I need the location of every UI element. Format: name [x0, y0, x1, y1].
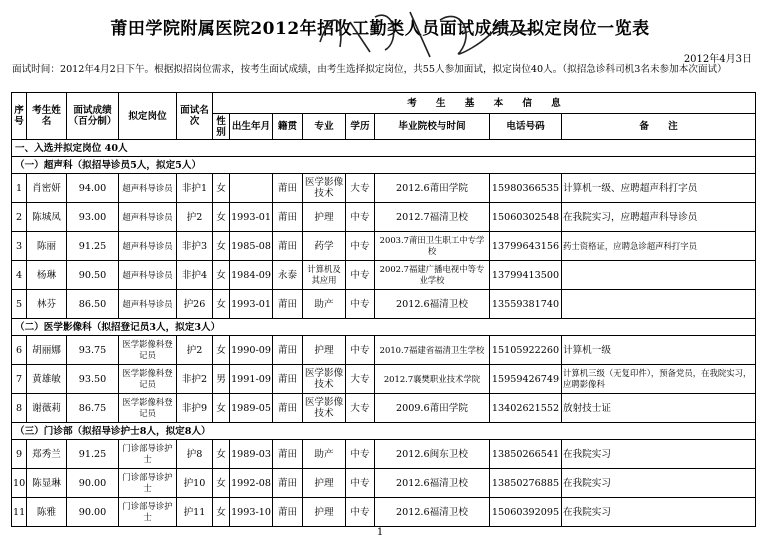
- cell-remarks: 在我院实习: [562, 469, 756, 498]
- cell-rank: 护2: [177, 203, 213, 232]
- header-gender: 性别: [213, 114, 230, 140]
- cell-rank: 非护1: [177, 174, 213, 203]
- header-score: 面试成绩（百分制）: [67, 93, 119, 140]
- cell-name: 陈丽: [27, 232, 67, 261]
- cell-birth: [230, 174, 273, 203]
- cell-seq: 10: [12, 469, 27, 498]
- header-post: 拟定岗位: [119, 93, 177, 140]
- cell-score: 90.50: [67, 261, 119, 290]
- cell-remarks: 计算机一级、应聘超声科打字员: [562, 174, 756, 203]
- cell-score: 93.75: [67, 336, 119, 365]
- document-title: 莆田学院附属医院2012年招收工勤类人员面试成绩及拟定岗位一览表: [110, 19, 650, 39]
- cell-major: 护理: [303, 203, 346, 232]
- header-basic-info: 考 生 基 本 信 息: [213, 93, 756, 114]
- table-row: [12, 290, 756, 319]
- cell-birth: 1993-01: [230, 203, 273, 232]
- interview-note: 面试时间：2012年4月2日下午。根据拟招岗位需求，按考生面试成绩，由考生选择拟定岗位，共55人参加面试，拟定岗位40人。（拟招急诊科司机3名未参加本次面试）: [12, 64, 727, 75]
- cell-post: 门诊部导诊护士: [119, 498, 177, 527]
- cell-phone: 13850276885: [490, 469, 562, 498]
- cell-remarks: 计算机一级: [562, 336, 756, 365]
- page-number: 1: [376, 527, 384, 538]
- cell-edu: 中专: [346, 232, 375, 261]
- cell-edu: 中专: [346, 440, 375, 469]
- cell-seq: 11: [12, 498, 27, 527]
- cell-seq: 4: [12, 261, 27, 290]
- cell-major: 计算机及其应用: [303, 261, 346, 290]
- cell-native: 莆田: [273, 174, 303, 203]
- cell-seq: 2: [12, 203, 27, 232]
- section-imaging: （二）医学影像科（拟招登记员3人，拟定3人）: [12, 319, 756, 336]
- cell-name: 陈显琳: [27, 469, 67, 498]
- cell-birth: 1993-10: [230, 498, 273, 527]
- table-row: [12, 174, 756, 203]
- cell-native: 莆田: [273, 336, 303, 365]
- cell-score: 90.00: [67, 469, 119, 498]
- cell-post: 超声科导诊员: [119, 174, 177, 203]
- cell-post: 门诊部导诊护士: [119, 469, 177, 498]
- cell-score: 94.00: [67, 174, 119, 203]
- cell-gender: 女: [213, 336, 230, 365]
- cell-rank: 护26: [177, 290, 213, 319]
- cell-post: 超声科导诊员: [119, 261, 177, 290]
- cell-birth: 1989-05: [230, 394, 273, 423]
- cell-post: 医学影像科登记员: [119, 365, 177, 394]
- cell-gender: 女: [213, 469, 230, 498]
- cell-major: 助产: [303, 290, 346, 319]
- cell-school: 2012.7襄樊职业技术学院: [375, 365, 490, 394]
- cell-school: 2012.6福清卫校: [375, 290, 490, 319]
- cell-name: 杨琳: [27, 261, 67, 290]
- table-row: [12, 336, 756, 365]
- cell-edu: 大专: [346, 174, 375, 203]
- cell-post: 超声科导诊员: [119, 232, 177, 261]
- header-major: 专业: [303, 114, 346, 140]
- cell-seq: 5: [12, 290, 27, 319]
- header-birth: 出生年月: [230, 114, 273, 140]
- cell-school: 2012.6福清卫校: [375, 498, 490, 527]
- cell-major: 医学影像技术: [303, 174, 346, 203]
- cell-remarks: 在我院实习: [562, 498, 756, 527]
- header-school: 毕业院校与时间: [375, 114, 490, 140]
- cell-phone: 15105922260: [490, 336, 562, 365]
- cell-birth: 1992-08: [230, 469, 273, 498]
- cell-seq: 8: [12, 394, 27, 423]
- header-edu: 学历: [346, 114, 375, 140]
- cell-rank: 护11: [177, 498, 213, 527]
- cell-school: 2003.7莆田卫生职工中专学校: [375, 232, 490, 261]
- cell-phone: 15060302548: [490, 203, 562, 232]
- header-name: 考生姓名: [27, 93, 67, 140]
- cell-edu: 大专: [346, 365, 375, 394]
- cell-major: 医学影像技术: [303, 394, 346, 423]
- cell-seq: 3: [12, 232, 27, 261]
- cell-phone: 13850266541: [490, 440, 562, 469]
- table-row: [12, 498, 756, 527]
- cell-major: 药学: [303, 232, 346, 261]
- cell-phone: 13799643156: [490, 232, 562, 261]
- table-row: [12, 469, 756, 498]
- cell-seq: 7: [12, 365, 27, 394]
- cell-score: 91.25: [67, 232, 119, 261]
- cell-seq: 1: [12, 174, 27, 203]
- cell-native: 永泰: [273, 261, 303, 290]
- cell-school: 2012.7福清卫校: [375, 203, 490, 232]
- cell-native: 莆田: [273, 469, 303, 498]
- cell-gender: 女: [213, 261, 230, 290]
- cell-seq: 6: [12, 336, 27, 365]
- section-main: 一、入选并拟定岗位 40人: [12, 140, 756, 157]
- table-row: [12, 261, 756, 290]
- cell-rank: 非护3: [177, 232, 213, 261]
- cell-remarks: 放射技士证: [562, 394, 756, 423]
- cell-name: 陈城凤: [27, 203, 67, 232]
- cell-name: 胡丽娜: [27, 336, 67, 365]
- cell-edu: 中专: [346, 498, 375, 527]
- cell-name: 陈雅: [27, 498, 67, 527]
- cell-gender: 女: [213, 174, 230, 203]
- cell-native: 莆田: [273, 232, 303, 261]
- cell-seq: 9: [12, 440, 27, 469]
- header-rank: 面试名次: [177, 93, 213, 140]
- table-row: [12, 203, 756, 232]
- table-row: [12, 365, 756, 394]
- table-row: [12, 440, 756, 469]
- cell-gender: 女: [213, 232, 230, 261]
- cell-gender: 女: [213, 498, 230, 527]
- cell-gender: 男: [213, 365, 230, 394]
- cell-native: 莆田: [273, 498, 303, 527]
- cell-birth: 1990-09: [230, 336, 273, 365]
- cell-remarks: 在我院实习，应聘超声科导诊员: [562, 203, 756, 232]
- cell-score: 86.50: [67, 290, 119, 319]
- cell-post: 医学影像科登记员: [119, 394, 177, 423]
- cell-post: 超声科导诊员: [119, 203, 177, 232]
- header-remarks: 备 注: [562, 114, 756, 140]
- cell-gender: 女: [213, 203, 230, 232]
- cell-phone: 15980366535: [490, 174, 562, 203]
- header-phone: 电话号码: [490, 114, 562, 140]
- cell-name: 肖密妍: [27, 174, 67, 203]
- table-row: [12, 232, 756, 261]
- cell-school: 2009.6莆田学院: [375, 394, 490, 423]
- cell-edu: 中专: [346, 290, 375, 319]
- cell-native: 莆田: [273, 365, 303, 394]
- cell-phone: 15060392095: [490, 498, 562, 527]
- cell-post: 医学影像科登记员: [119, 336, 177, 365]
- cell-birth: 1984-09: [230, 261, 273, 290]
- cell-gender: 女: [213, 440, 230, 469]
- cell-rank: 非护2: [177, 365, 213, 394]
- cell-score: 93.50: [67, 365, 119, 394]
- table-row: [12, 394, 756, 423]
- cell-remarks: [562, 290, 756, 319]
- cell-name: 黄雄敏: [27, 365, 67, 394]
- cell-school: 2002.7福建广播电视中等专业学校: [375, 261, 490, 290]
- cell-post: 门诊部导诊护士: [119, 440, 177, 469]
- section-outpatient: （三）门诊部（拟招导诊护士8人，拟定8人）: [12, 423, 756, 440]
- cell-gender: 女: [213, 290, 230, 319]
- cell-native: 莆田: [273, 394, 303, 423]
- cell-rank: 非护9: [177, 394, 213, 423]
- cell-rank: 护10: [177, 469, 213, 498]
- cell-major: 护理: [303, 498, 346, 527]
- cell-major: 助产: [303, 440, 346, 469]
- cell-edu: 中专: [346, 336, 375, 365]
- cell-edu: 中专: [346, 261, 375, 290]
- cell-score: 91.25: [67, 440, 119, 469]
- cell-school: 2012.6福清卫校: [375, 469, 490, 498]
- cell-score: 93.00: [67, 203, 119, 232]
- cell-rank: 非护4: [177, 261, 213, 290]
- cell-remarks: 药士资格证，应聘急诊超声科打字员: [562, 232, 756, 261]
- cell-native: 莆田: [273, 440, 303, 469]
- cell-phone: 13402621552: [490, 394, 562, 423]
- cell-phone: 13559381740: [490, 290, 562, 319]
- cell-edu: 大专: [346, 394, 375, 423]
- cell-birth: 1989-03: [230, 440, 273, 469]
- cell-birth: 1991-09: [230, 365, 273, 394]
- cell-post: 超声科导诊员: [119, 290, 177, 319]
- cell-remarks: 计算机三级（无复印件），预备党员，在我院实习，应聘影像科: [562, 365, 756, 394]
- cell-name: 林芬: [27, 290, 67, 319]
- cell-edu: 中专: [346, 469, 375, 498]
- cell-major: 医学影像技术: [303, 365, 346, 394]
- section-ultrasound: （一）超声科（拟招导诊员5人，拟定5人）: [12, 157, 756, 174]
- cell-native: 莆田: [273, 290, 303, 319]
- header-seq: 序号: [12, 93, 27, 140]
- cell-major: 护理: [303, 469, 346, 498]
- cell-remarks: [562, 261, 756, 290]
- results-table: [11, 92, 756, 527]
- cell-birth: 1985-08: [230, 232, 273, 261]
- cell-birth: 1993-01: [230, 290, 273, 319]
- cell-score: 86.75: [67, 394, 119, 423]
- cell-school: 2010.7福建省福清卫生学校: [375, 336, 490, 365]
- cell-name: 郑秀兰: [27, 440, 67, 469]
- cell-rank: 护8: [177, 440, 213, 469]
- cell-native: 莆田: [273, 203, 303, 232]
- cell-phone: 13799413500: [490, 261, 562, 290]
- cell-school: 2012.6闽东卫校: [375, 440, 490, 469]
- cell-remarks: 在我院实习: [562, 440, 756, 469]
- cell-gender: 女: [213, 394, 230, 423]
- document-date: 2012年4月3日: [683, 54, 752, 65]
- cell-major: 护理: [303, 336, 346, 365]
- cell-phone: 15959426749: [490, 365, 562, 394]
- cell-school: 2012.6莆田学院: [375, 174, 490, 203]
- cell-rank: 护2: [177, 336, 213, 365]
- cell-edu: 中专: [346, 203, 375, 232]
- cell-score: 90.00: [67, 498, 119, 527]
- cell-name: 谢薇莉: [27, 394, 67, 423]
- header-native: 籍贯: [273, 114, 303, 140]
